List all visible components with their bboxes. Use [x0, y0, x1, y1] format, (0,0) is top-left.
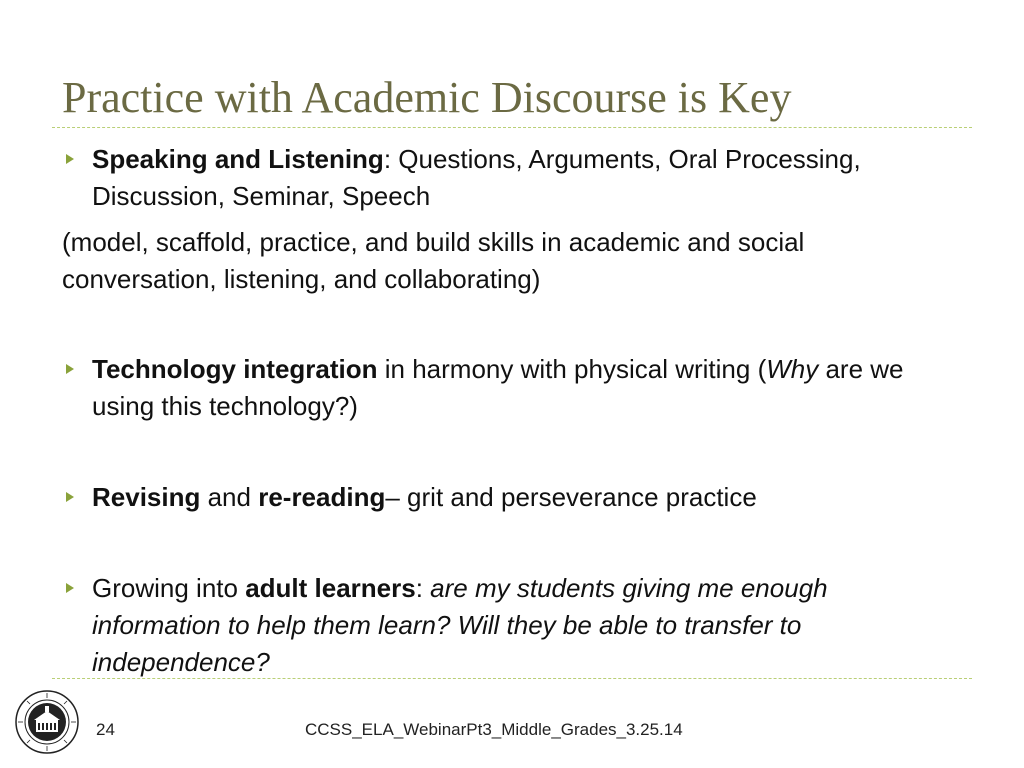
ospi-seal-logo [15, 690, 79, 754]
bullet-rest-text: : Questions, Arguments, Oral Processing, Discussion, Seminar, Speech [92, 144, 861, 211]
bullet-mid-text: and [200, 482, 259, 512]
bullet-text [92, 570, 962, 681]
triangle-right-icon [64, 153, 76, 165]
bullet-rest-text-2: are we using this technology?) [92, 354, 904, 421]
bullet-item-revising [62, 479, 962, 516]
title-divider [52, 127, 972, 128]
triangle-right-icon [64, 491, 76, 503]
bullet-bold-text: Speaking and Listening [92, 144, 384, 174]
bullet-rest-text: in harmony with physical writing ( [377, 354, 767, 384]
footer-title: CCSS_ELA_WebinarPt3_Middle_Grades_3.25.14 [305, 720, 683, 739]
bullet-bold-text: Technology integration [92, 354, 378, 384]
bullet-item-technology [62, 351, 962, 425]
page-number: 24 [96, 720, 115, 739]
bullet-bold-text: Revising [92, 482, 201, 512]
bullet-bold-text-2: re-reading [258, 482, 386, 512]
bullet-text [92, 479, 962, 516]
bullet-text [92, 351, 962, 425]
slide-title: Practice with Academic Discourse is Key [62, 73, 792, 122]
bullet-bold-text: adult learners [245, 573, 416, 603]
bullet-italic-text: are my students giving me enough information to help them learn? Will they be able to transfer to independence? [92, 573, 828, 677]
bullet-colon-text: : [415, 573, 431, 603]
bullet-item-speaking-listening [62, 141, 962, 215]
bullet-rest-text: – grit and perseverance practice [385, 482, 757, 512]
bullet-text [92, 141, 962, 215]
parenthetical-note: (model, scaffold, practice, and build skills in academic and social conversation, listening, and collaborating) [62, 227, 805, 294]
triangle-right-icon [64, 363, 76, 375]
footer-divider [52, 678, 972, 679]
bullet-plain-text: Growing into [92, 573, 246, 603]
bullet-item-adult-learners [62, 570, 962, 681]
triangle-right-icon [64, 582, 76, 594]
bullet-italic-text: Why [766, 354, 819, 384]
